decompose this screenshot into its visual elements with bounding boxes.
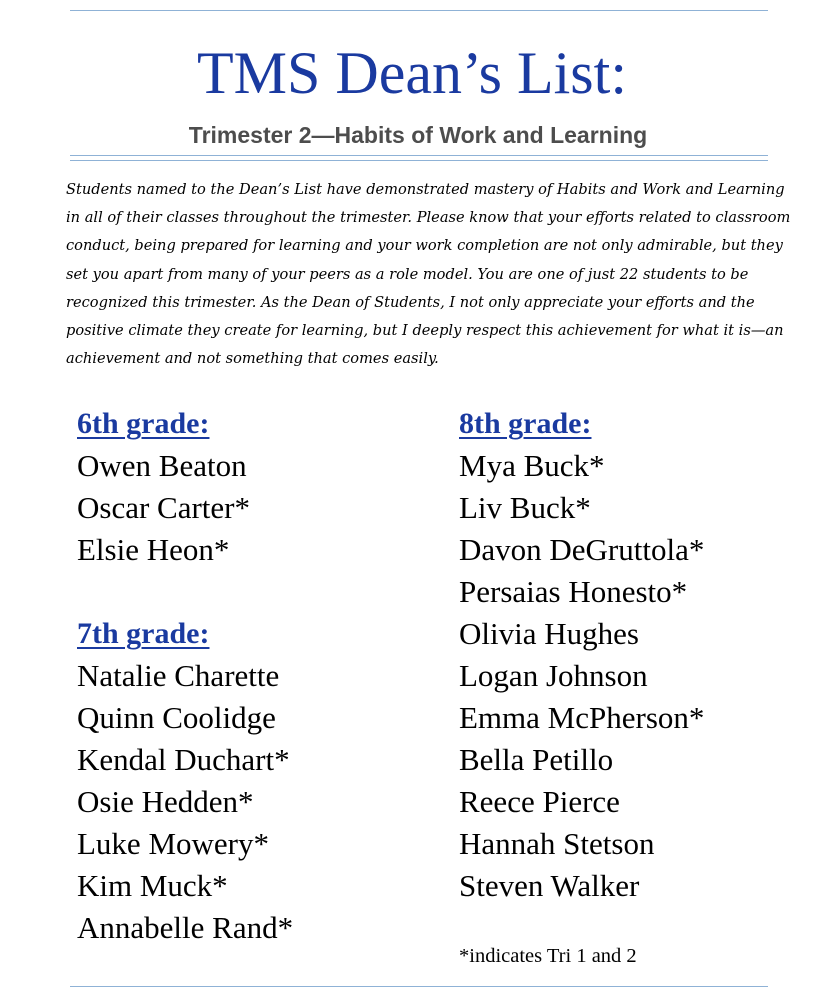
student-name: Elsie Heon*: [77, 532, 230, 567]
grade-6-heading: 6th grade:: [77, 407, 210, 440]
student-name: Kendal Duchart*: [77, 742, 290, 777]
student-name: Luke Mowery*: [77, 826, 269, 861]
student-name: Osie Hedden*: [77, 784, 254, 819]
grade-8-heading: 8th grade:: [459, 407, 592, 440]
page-subtitle: Trimester 2—Habits of Work and Learning: [188, 122, 648, 148]
top-divider: [70, 10, 768, 11]
grade-6-list: [77, 445, 407, 571]
student-name: Oscar Carter*: [77, 490, 250, 525]
student-name: Owen Beaton: [77, 448, 247, 483]
student-name: Bella Petillo: [459, 742, 614, 777]
student-name: Kim Muck*: [77, 868, 228, 903]
student-name: Emma McPherson*: [459, 700, 705, 735]
student-name: Steven Walker: [459, 868, 640, 903]
left-column: [77, 403, 407, 949]
section-spacer: [77, 571, 407, 613]
grade-7-heading: 7th grade:: [77, 617, 210, 650]
right-column: [459, 403, 799, 907]
bottom-divider: [70, 986, 768, 987]
student-name: Reece Pierce: [459, 784, 620, 819]
student-name: Liv Buck*: [459, 490, 591, 525]
student-name: Mya Buck*: [459, 448, 605, 483]
subtitle-divider-upper: [70, 155, 768, 156]
subtitle-divider-lower: [70, 160, 768, 161]
footnote: *indicates Tri 1 and 2: [459, 945, 637, 967]
student-name: Persaias Honesto*: [459, 574, 688, 609]
student-name: Annabelle Rand*: [77, 910, 294, 945]
student-name: Davon DeGruttola*: [459, 532, 705, 567]
page-title: TMS Dean’s List:: [197, 40, 627, 106]
grade-7-list: [77, 655, 407, 949]
student-name: Hannah Stetson: [459, 826, 655, 861]
student-name: Logan Johnson: [459, 658, 648, 693]
student-name: Olivia Hughes: [459, 616, 639, 651]
grade-8-list: [459, 445, 799, 907]
student-name: Natalie Charette: [77, 658, 280, 693]
intro-paragraph: Students named to the Dean’s List have demonstrated mastery of Habits and Work and Learning in all of their classes throughout the trimester. Please know that your efforts related to classroom conduct, being prepared for learning and your work completion are not only admirable, but they set you apart from many of your peers as a role model. You are one of just 22 students to be recognized this trimester. As the Dean of Students, I not only appreciate your efforts and the positive climate they create for learning, but I deeply respect this achievement for what it is—an achievement and not something that comes easily.: [66, 181, 791, 368]
student-name: Quinn Coolidge: [77, 700, 276, 735]
